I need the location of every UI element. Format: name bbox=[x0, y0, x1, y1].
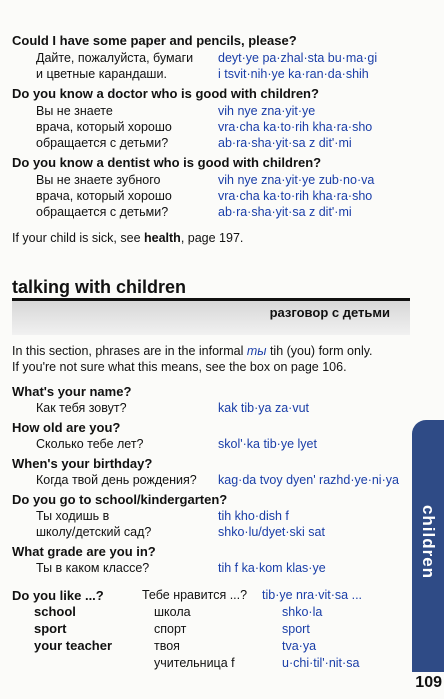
russian-line: Дайте, пожалуйста, бумаги bbox=[36, 51, 194, 65]
section-title-russian: разговор с детьми bbox=[269, 305, 390, 320]
russian-line: Когда твой день рождения? bbox=[36, 473, 197, 487]
chapter-tab bbox=[412, 420, 444, 672]
russian-line: Ты ходишь в bbox=[36, 509, 110, 523]
question-name: What's your name? bbox=[12, 384, 132, 399]
transliteration-line: vih nye zna·yit·ye bbox=[218, 104, 316, 118]
chapter-tab-label: children bbox=[419, 504, 438, 580]
question-doctor: Do you know a doctor who is good with children? bbox=[12, 86, 319, 101]
russian-line: школу/детский сад? bbox=[36, 525, 152, 539]
transliteration-line: shko·lu/dyet·ski sat bbox=[218, 525, 325, 539]
transliteration-line: deyt·ye pa·zhal·sta bu·ma·gi bbox=[218, 51, 378, 65]
intro-russian-word: ты bbox=[246, 344, 267, 358]
transliteration-line: kak tib·ya za·vut bbox=[218, 401, 310, 415]
transliteration-line: ab·ra·sha·yit·sa z dit'·mi bbox=[218, 205, 352, 219]
section-rule bbox=[12, 298, 410, 301]
question-school: Do you go to school/kindergarten? bbox=[12, 492, 228, 507]
intro-text: If you're not sure what this means, see the box on page 106. bbox=[12, 360, 347, 374]
russian-line: Сколько тебе лет? bbox=[36, 437, 144, 451]
transliteration-line: skol'·ka tib·ye lyet bbox=[218, 437, 317, 451]
page-number: 109 bbox=[415, 674, 442, 691]
russian-line: Ты в каком классе? bbox=[36, 561, 150, 575]
list-item-en: sport bbox=[34, 621, 67, 636]
list-item-ru: учительница f bbox=[154, 656, 235, 670]
list-item-ru: твоя bbox=[154, 639, 180, 653]
russian-line: Как тебя зовут? bbox=[36, 401, 127, 415]
cross-reference-note bbox=[12, 230, 243, 246]
note-text: If your child is sick, see bbox=[12, 231, 144, 245]
russian-line: обращается с детьми? bbox=[36, 136, 169, 150]
transliteration-line: tib·ye nra·vit·sa ... bbox=[262, 588, 363, 602]
russian-line: и цветные карандаши. bbox=[36, 67, 167, 81]
transliteration-line: vih nye zna·yit·ye zub·no·va bbox=[218, 173, 375, 187]
list-item-en: school bbox=[34, 604, 76, 619]
transliteration-line: ab·ra·sha·yit·sa z dit'·mi bbox=[218, 136, 352, 150]
question-do-you-like: Do you like ...? bbox=[12, 588, 104, 603]
question-birthday: When's your birthday? bbox=[12, 456, 153, 471]
russian-line: Тебе нравится ...? bbox=[142, 588, 248, 602]
question-dentist: Do you know a dentist who is good with children? bbox=[12, 155, 322, 170]
section-title: talking with children bbox=[12, 277, 187, 297]
transliteration-line: vra·cha ka·to·rih kha·ra·sho bbox=[218, 189, 373, 203]
russian-line: врача, который хорошо bbox=[36, 120, 172, 134]
list-item-tr: u·chi·til'·nit·sa bbox=[282, 656, 360, 670]
list-item-tr: tva·ya bbox=[282, 639, 317, 653]
transliteration-line: tih f ka·kom klas·ye bbox=[218, 561, 326, 575]
question-age: How old are you? bbox=[12, 420, 121, 435]
list-item-ru: спорт bbox=[154, 622, 187, 636]
russian-line: обращается с детьми? bbox=[36, 205, 169, 219]
russian-line: Вы не знаете bbox=[36, 104, 113, 118]
section-intro bbox=[12, 343, 392, 375]
list-item-en: your teacher bbox=[34, 638, 113, 653]
note-link-health: health bbox=[144, 231, 181, 245]
russian-line: Вы не знаете зубного bbox=[36, 173, 161, 187]
list-item-tr: sport bbox=[282, 622, 310, 636]
question-paper-pencils: Could I have some paper and pencils, please? bbox=[12, 33, 297, 48]
transliteration-line: kag·da tvoy dyen' razhd·ye·ni·ya bbox=[218, 473, 399, 487]
intro-text: tih (you) form only. bbox=[266, 344, 373, 358]
list-item-ru: школа bbox=[154, 605, 191, 619]
intro-text: In this section, phrases are in the informal bbox=[12, 344, 247, 358]
question-grade: What grade are you in? bbox=[12, 544, 156, 559]
list-item-tr: shko·la bbox=[282, 605, 323, 619]
russian-line: врача, который хорошо bbox=[36, 189, 172, 203]
note-text: , page 197. bbox=[180, 231, 244, 245]
transliteration-line: i tsvit·nih·ye ka·ran·da·shih bbox=[218, 67, 369, 81]
transliteration-line: tih kho·dish f bbox=[218, 509, 289, 523]
transliteration-line: vra·cha ka·to·rih kha·ra·sho bbox=[218, 120, 373, 134]
